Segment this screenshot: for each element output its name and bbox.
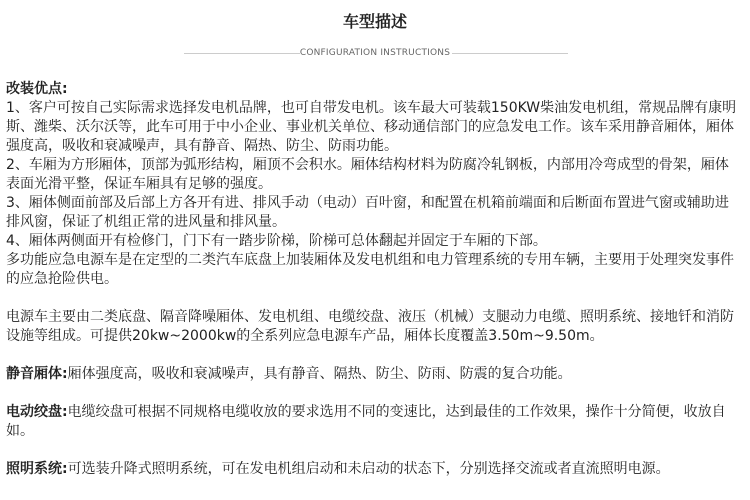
advantage-item-4: 4、厢体两侧面开有检修门，门下有一踏步阶梯，阶梯可总体翻起并固定于车厢的下部。 [6,233,547,249]
summary-paragraph: 多功能应急电源车是在定型的二类汽车底盘上加装厢体及发电机组和电力管理系统的专用车辆，主要用于处理突发事件的应急抢险供电。 [6,252,734,287]
section-header [0,0,750,72]
feature-label: 照明系统: [6,461,68,477]
advantage-item-1: 1、客户可按自己实际需求选择发电机品牌，也可自带发电机。该车最大可装载150KW柴油发电机组，常规品牌有康明斯、潍柴、沃尔沃等，此车可用于中小企业、事业机关单位、移动通信部门的应急发电工作。该车采用静音厢体，厢体强度高，吸收和衰减噪声，具有静音、隔热、防尘、防雨功能。 [6,100,737,154]
spacer [6,384,742,403]
feature-static-box [6,365,742,384]
feature-cable-reel [6,403,742,441]
feature-text: 厢体强度高，吸收和衰减噪声，具有静音、隔热、防尘、防雨、防震的复合功能。 [67,366,572,382]
feature-label: 电动绞盘: [6,404,68,420]
feature-text: 电缆绞盘可根据不同规格电缆收放的要求选用不同的变速比，达到最佳的工作效果，操作十分简便，收放自如。 [6,404,726,439]
advantage-item-3: 3、厢体侧面前部及后部上方各开有进、排风手动（电动）百叶窗，和配置在机箱前端面和后断面布置进气窗或辅助进排风窗，保证了机组正常的进风量和排风量。 [6,195,729,230]
advantages-heading: 改装优点: [6,81,68,97]
divider-right [452,53,568,54]
spacer [6,441,742,460]
feature-label: 静音厢体: [6,366,68,382]
feature-text: 可选装升降式照明系统，可在发电机组启动和未启动的状态下，分别选择交流或者直流照明电源。 [67,461,670,477]
spacer [6,346,742,365]
page-title: 车型描述 [342,12,407,31]
page-subtitle: CONFIGURATION INSTRUCTIONS [299,48,451,58]
description-body [6,80,742,479]
composition-paragraph: 电源车主要由二类底盘、隔音降噪厢体、发电机组、电缆绞盘、液压（机械）支腿动力电缆、照明系统、接地钎和消防设施等组成。可提供20kw~2000kw的全系列应急电源车产品，厢体长度覆盖3.50m~9.50m。 [6,309,734,344]
advantage-item-2: 2、车厢为方形厢体，顶部为弧形结构，厢顶不会积水。厢体结构材料为防腐冷轧钢板，内部用冷弯成型的骨架，厢体表面光滑平整，保证车厢具有足够的强度。 [6,157,729,192]
spacer [6,289,742,308]
feature-lighting [6,460,742,479]
subtitle-row [0,44,750,62]
